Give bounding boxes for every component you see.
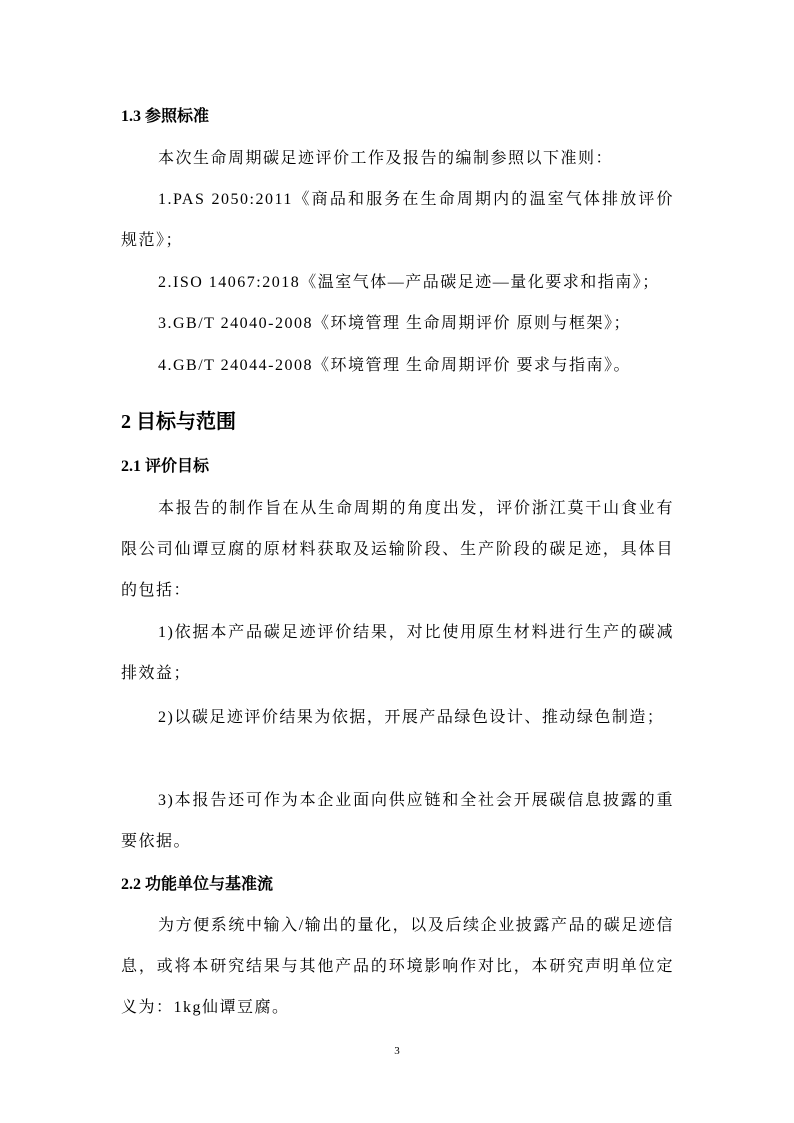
section-2-2-body: 为方便系统中输入/输出的量化，以及后续企业披露产品的碳足迹信息，或将本研究结果与其他产品的环境影响作对比，本研究声明单位定义为：1kg仙谭豆腐。 — [121, 917, 674, 1016]
section-1-3-heading: 1.3 参照标准 — [121, 108, 210, 125]
section-1-3-intro: 本次生命周期碳足迹评价工作及报告的编制参照以下准则： — [158, 150, 614, 167]
objective-item-1: 1)依据本产品碳足迹评价结果，对比使用原生材料进行生产的碳减排效益； — [121, 624, 674, 682]
section-2-heading: 2 目标与范围 — [121, 411, 236, 433]
standard-item-1: 1.PAS 2050:2011《商品和服务在生命周期内的温室气体排放评价规范》； — [121, 191, 674, 249]
section-2-2-heading: 2.2 功能单位与基准流 — [121, 876, 274, 893]
objective-item-2: 2)以碳足迹评价结果为依据，开展产品绿色设计、推动绿色制造； — [158, 709, 665, 726]
standard-item-2: 2.ISO 14067:2018《温室气体—产品碳足迹—量化要求和指南》； — [158, 274, 660, 291]
standard-item-4: 4.GB/T 24044-2008《环境管理 生命周期评价 要求与指南》。 — [158, 357, 631, 374]
standard-item-3: 3.GB/T 24040-2008《环境管理 生命周期评价 原则与框架》； — [158, 315, 631, 332]
objective-item-3: 3)本报告还可作为本企业面向供应链和全社会开展碳信息披露的重要依据。 — [121, 792, 674, 850]
section-2-1-heading: 2.1 评价目标 — [121, 458, 210, 475]
section-2-1-intro: 本报告的制作旨在从生命周期的角度出发，评价浙江莫干山食业有限公司仙谭豆腐的原材料获取及运输阶段、生产阶段的碳足迹，具体目的包括： — [121, 500, 674, 599]
page-number: 3 — [394, 1045, 400, 1057]
